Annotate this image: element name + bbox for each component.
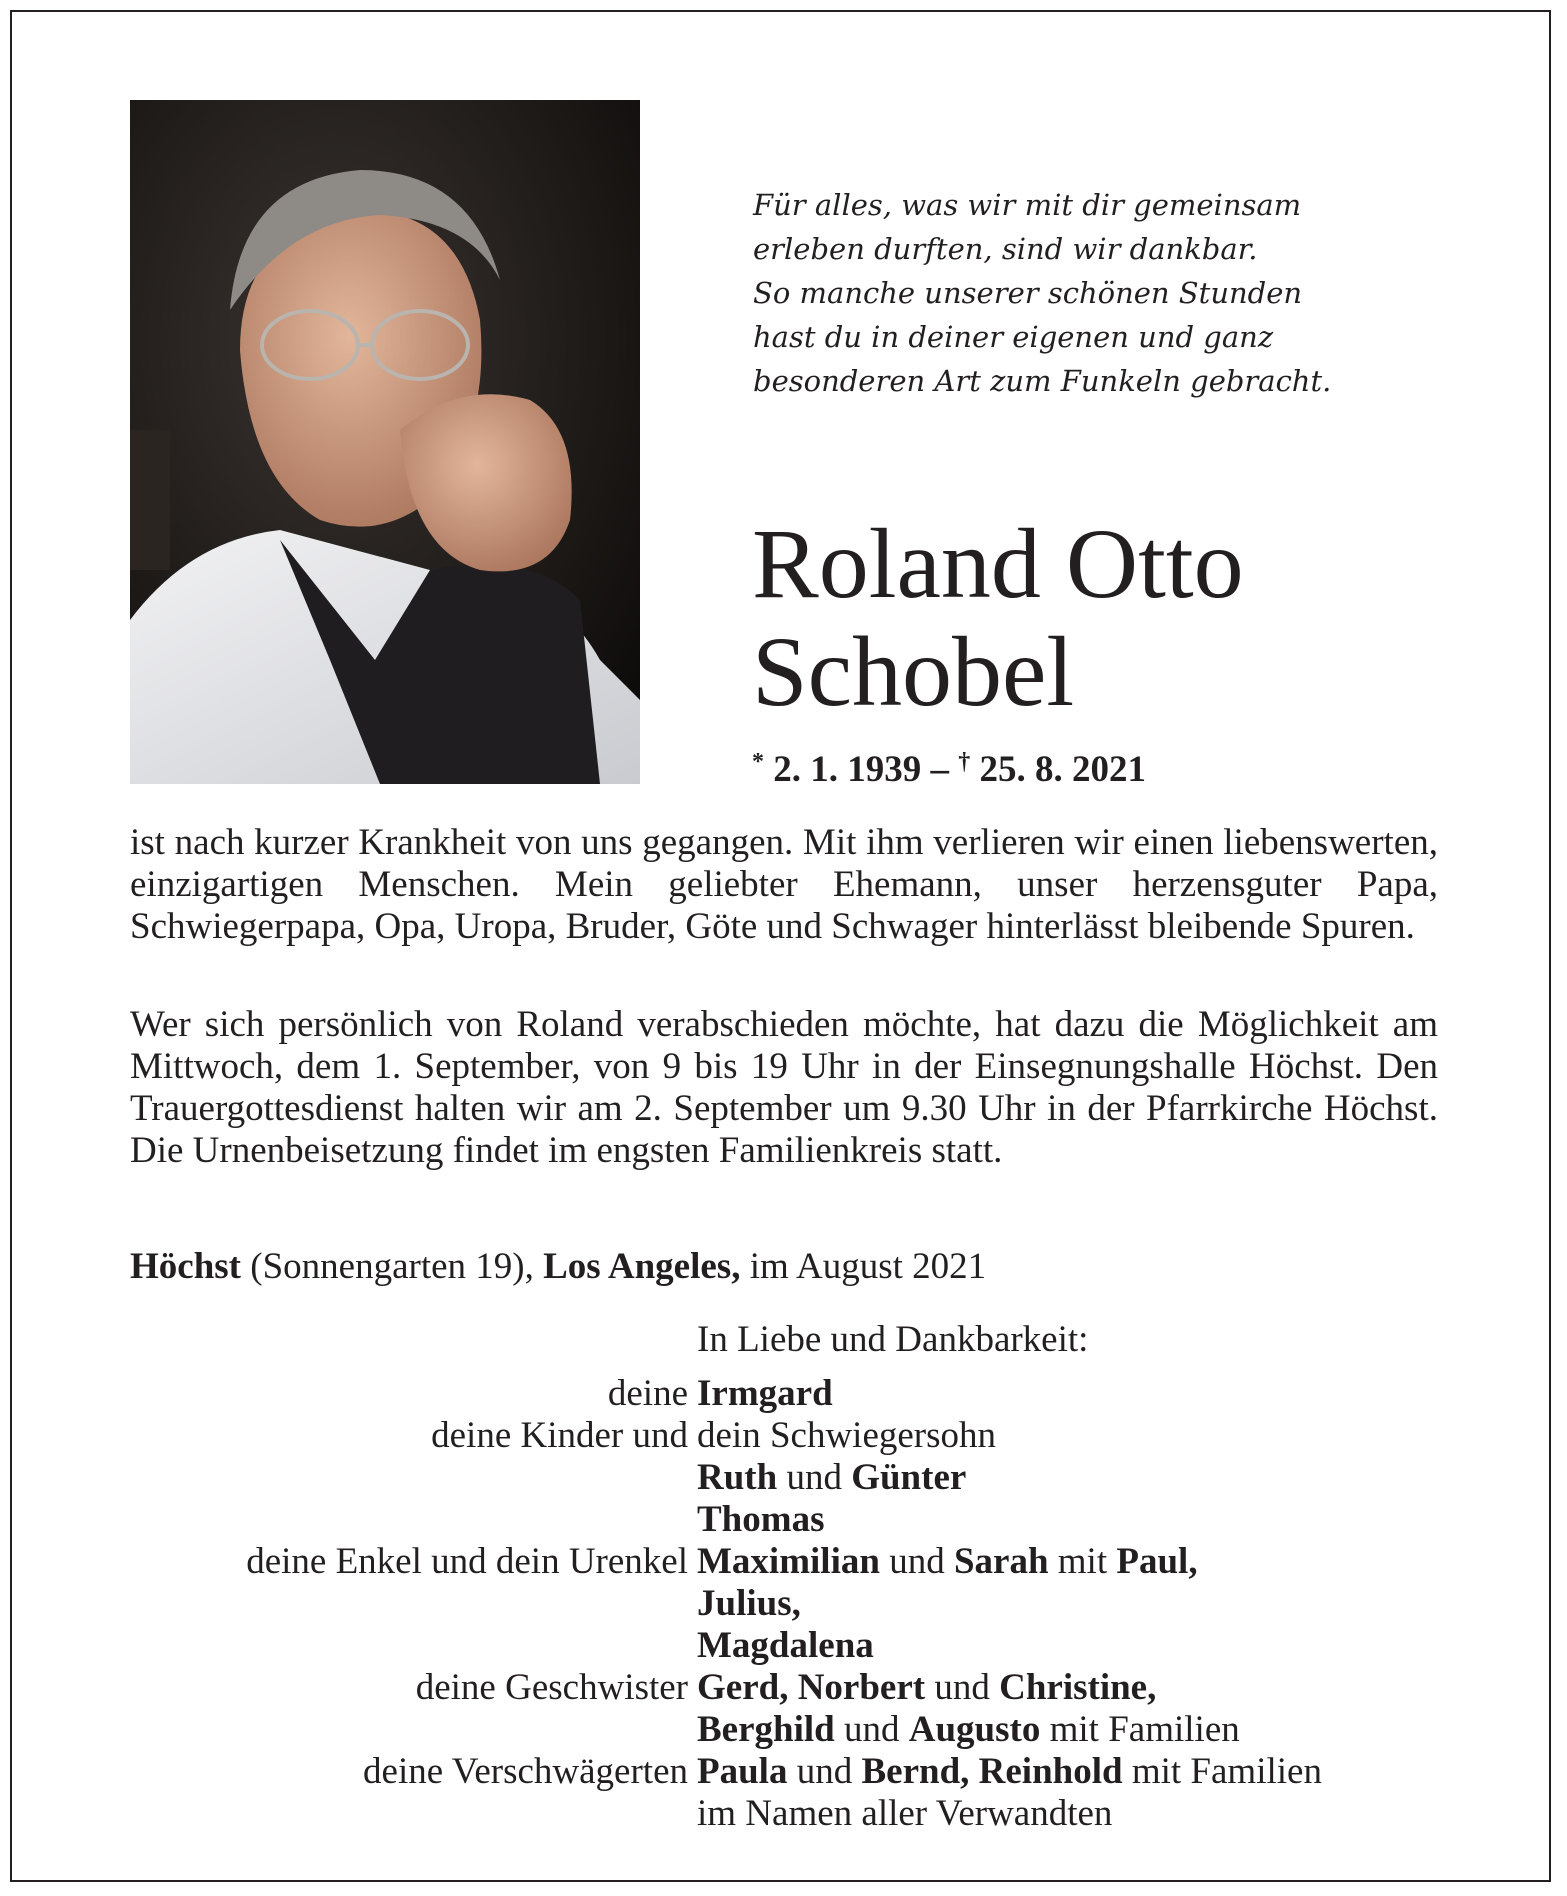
- last-name: Schobel: [752, 616, 1075, 727]
- portrait-photo: [130, 100, 640, 784]
- family-names: [697, 1666, 1156, 1709]
- family-intro-row: [0, 1318, 1567, 1360]
- memorial-quote: [753, 183, 1393, 403]
- family-name: Ruth: [697, 1457, 778, 1498]
- family-name: Maximilian: [697, 1541, 880, 1582]
- family-row: [0, 1666, 1567, 1708]
- family-name: Günter: [851, 1457, 967, 1498]
- connector-text: mit: [1048, 1541, 1117, 1582]
- family-names: [697, 1582, 801, 1625]
- family-name: Christine,: [999, 1667, 1157, 1708]
- address: (Sonnengarten 19),: [241, 1246, 544, 1287]
- connector-text: und: [925, 1667, 1000, 1708]
- death-date: 25. 8. 2021: [979, 749, 1146, 790]
- family-row: [0, 1540, 1567, 1582]
- quote-line: So manche unserer schönen Stunden: [753, 276, 1303, 310]
- family-row: [0, 1372, 1567, 1414]
- connector-text: mit Familien: [1040, 1709, 1240, 1750]
- family-name: Irmgard: [697, 1373, 833, 1414]
- family-names: [697, 1456, 966, 1499]
- family-name: Augusto: [908, 1709, 1041, 1750]
- family-row: [0, 1456, 1567, 1498]
- relation-label: deine: [607, 1373, 688, 1414]
- connector-text: und: [879, 1541, 954, 1582]
- quote-line: Für alles, was wir mit dir gemeinsam: [753, 188, 1302, 222]
- connector-text: und: [834, 1709, 909, 1750]
- announcement-paragraph: ist nach kurzer Krankheit von uns gegangen. Mit ihm verlieren wir einen liebenswerten, einzigartigen Menschen. Mein geliebter Ehemann, unser herzensguter Papa, Schwiegerpapa, Opa, Uropa, Bruder, Göte und Schwager hinterlässt bleibende Spuren.: [130, 822, 1438, 947]
- family-row: [0, 1750, 1567, 1792]
- family-names: [697, 1414, 996, 1457]
- funeral-info-paragraph: Wer sich persönlich von Roland verabschieden möchte, hat dazu die Möglichkeit am Mittwoch, dem 1. September, von 9 bis 19 Uhr in der Einsegnungshalle Höchst. Den Trauergottesdienst halten wir am 2. September um 9.30 Uhr in der Pfarrkirche Höchst. Die Urnenbeisetzung findet im engsten Familienkreis statt.: [130, 1004, 1438, 1171]
- family-row: [0, 1708, 1567, 1750]
- first-names: Roland Otto: [752, 508, 1244, 619]
- family-names: [697, 1498, 824, 1541]
- birth-symbol: *: [752, 749, 764, 775]
- city: Los Angeles,: [543, 1246, 741, 1287]
- family-names: [697, 1708, 1240, 1751]
- connector-text: und: [787, 1751, 862, 1792]
- death-symbol: †: [958, 749, 971, 775]
- family-name: Paul,: [1116, 1541, 1198, 1582]
- connector-text: und: [777, 1457, 852, 1498]
- family-name: Paula: [697, 1751, 788, 1792]
- connector-text: mit Familien: [1122, 1751, 1322, 1792]
- relation-label: deine Enkel und dein Urenkel: [246, 1541, 688, 1582]
- life-dates: [752, 748, 1146, 791]
- date-line: im August 2021: [740, 1246, 987, 1287]
- family-names: [697, 1540, 1198, 1583]
- place-and-date: [130, 1245, 986, 1288]
- family-name: Sarah: [953, 1541, 1049, 1582]
- family-names: [697, 1750, 1322, 1793]
- family-names: [697, 1624, 874, 1667]
- family-row: [0, 1414, 1567, 1456]
- birth-date: 2. 1. 1939: [773, 749, 922, 790]
- quote-line: erleben durften, sind wir dankbar.: [753, 232, 1258, 266]
- portrait-illustration: [130, 100, 640, 784]
- family-row: [0, 1498, 1567, 1540]
- quote-line: besonderen Art zum Funkeln gebracht.: [753, 364, 1332, 398]
- closing-text: im Namen aller Verwandten: [697, 1793, 1113, 1834]
- town: Höchst: [130, 1246, 241, 1287]
- deceased-name: [752, 510, 1244, 726]
- family-name: Gerd, Norbert: [697, 1667, 926, 1708]
- family-name: Magdalena: [697, 1625, 874, 1666]
- quote-line: hast du in deiner eigenen und ganz: [753, 320, 1274, 354]
- relation-label: deine Geschwister: [415, 1667, 688, 1708]
- date-dash: –: [930, 749, 949, 790]
- family-row: [0, 1582, 1567, 1624]
- family-name: Julius,: [697, 1583, 801, 1624]
- relation-text: dein Schwiegersohn: [697, 1415, 997, 1456]
- relation-label: deine Verschwägerten: [363, 1751, 688, 1792]
- relation-label: deine Kinder und: [431, 1415, 688, 1456]
- family-intro: In Liebe und Dankbarkeit:: [697, 1319, 1089, 1360]
- family-names: [697, 1372, 833, 1415]
- family-name: Bernd, Reinhold: [861, 1751, 1123, 1792]
- family-name: Thomas: [697, 1499, 825, 1540]
- family-row: [0, 1624, 1567, 1666]
- family-names: [697, 1792, 1112, 1835]
- family-row: [0, 1792, 1567, 1834]
- family-name: Berghild: [697, 1709, 835, 1750]
